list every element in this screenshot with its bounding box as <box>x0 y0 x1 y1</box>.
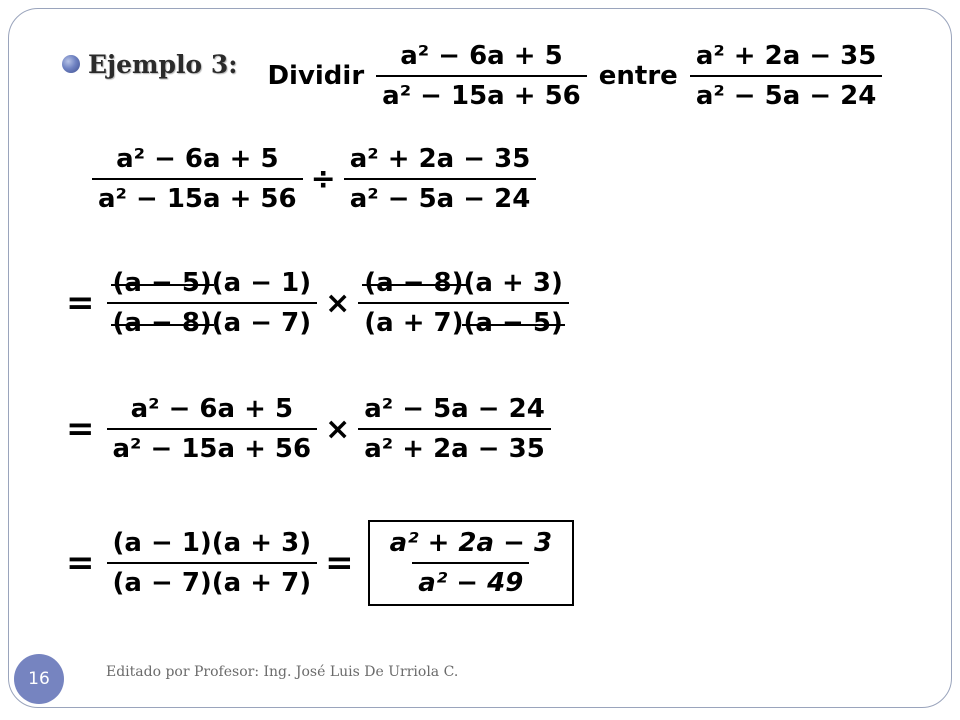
final-result-box <box>368 520 574 606</box>
by-word: entre <box>598 61 678 91</box>
page-number-badge: 16 <box>14 654 64 704</box>
step-4-numerator: (a − 1)(a + 3) <box>112 528 312 558</box>
cancelled-factor: (a − 5) <box>112 268 212 298</box>
heading-fraction-1-numerator: a² − 6a + 5 <box>400 41 563 71</box>
final-result-numerator: a² + 2a − 3 <box>389 528 553 558</box>
step-4 <box>62 520 574 606</box>
step-1-denominator-1: a² − 15a + 56 <box>92 178 303 214</box>
step-3-denominator-1: a² − 15a + 56 <box>107 428 318 464</box>
heading-fraction-1-denominator: a² − 15a + 56 <box>376 75 587 111</box>
factor: (a − 1) <box>211 268 312 298</box>
step-3-denominator-2: a² + 2a − 35 <box>358 428 551 464</box>
step-2-fraction-2 <box>358 268 569 338</box>
division-operator: ÷ <box>310 161 336 197</box>
step-2-denominator-2 <box>358 302 569 338</box>
heading-fraction-1 <box>376 41 587 111</box>
equals-sign: = <box>66 543 95 583</box>
step-2-fraction-1 <box>107 268 318 338</box>
step-2-numerator-2 <box>358 268 569 302</box>
step-1-fraction-2 <box>344 144 537 214</box>
cancelled-factor: (a − 8) <box>112 308 212 338</box>
example-label: Ejemplo 3: <box>88 49 238 79</box>
bullet-icon <box>62 55 80 73</box>
step-3-numerator-1: a² − 6a + 5 <box>130 394 294 424</box>
step-4-fraction <box>107 528 318 598</box>
cancelled-factor: (a − 8) <box>364 268 464 298</box>
divide-word: Dividir <box>267 61 365 91</box>
step-3-fraction-2 <box>358 394 551 464</box>
final-result-denominator: a² − 49 <box>412 562 529 598</box>
step-4-denominator: (a − 7)(a + 7) <box>107 562 318 598</box>
step-1-fraction-1 <box>92 144 303 214</box>
step-2 <box>62 268 573 338</box>
step-1-numerator-1: a² − 6a + 5 <box>116 144 279 174</box>
multiplication-operator: × <box>325 285 351 321</box>
multiplication-operator: × <box>325 411 351 447</box>
example-heading-row <box>62 36 886 116</box>
step-3-fraction-1 <box>107 394 318 464</box>
cancelled-factor: (a − 5) <box>463 308 563 338</box>
step-2-denominator-1 <box>107 302 318 338</box>
step-1 <box>88 144 540 214</box>
footer-credit: Editado por Profesor: Ing. José Luis De Urriola C. <box>106 664 459 680</box>
factor: (a + 7) <box>364 308 464 338</box>
equals-sign: = <box>66 409 95 449</box>
final-result-fraction <box>384 528 558 598</box>
factor: (a + 3) <box>463 268 563 298</box>
step-1-numerator-2: a² + 2a − 35 <box>349 144 531 174</box>
equals-sign: = <box>66 283 95 323</box>
step-3 <box>62 394 555 464</box>
step-1-denominator-2: a² − 5a − 24 <box>344 178 537 214</box>
step-3-numerator-2: a² − 5a − 24 <box>364 394 545 424</box>
heading-fraction-2-numerator: a² + 2a − 35 <box>695 41 877 71</box>
step-2-numerator-1 <box>107 268 318 302</box>
heading-fraction-2-denominator: a² − 5a − 24 <box>690 75 883 111</box>
factor: (a − 7) <box>211 308 312 338</box>
heading-fraction-2 <box>690 41 883 111</box>
equals-sign-2: = <box>325 543 354 583</box>
